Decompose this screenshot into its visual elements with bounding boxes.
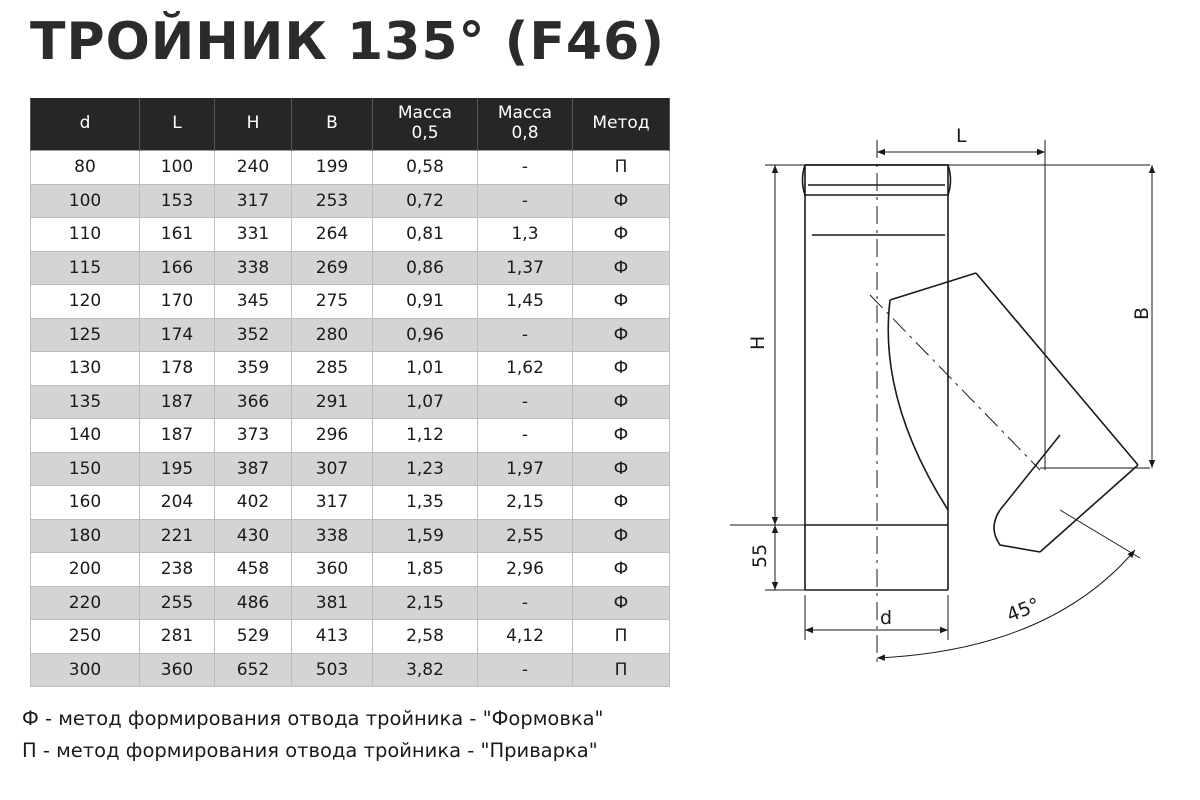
table-cell: П [573, 620, 670, 654]
table-cell: - [478, 151, 573, 185]
table-cell: 255 [140, 586, 215, 620]
table-cell: 366 [215, 385, 292, 419]
table-cell: 150 [31, 452, 140, 486]
page-title: ТРОЙНИК 135° (F46) [30, 12, 666, 72]
table-cell: 269 [292, 251, 373, 285]
table-cell: 110 [31, 218, 140, 252]
table-cell: 360 [140, 653, 215, 687]
table-cell: 80 [31, 151, 140, 185]
dim-label-55: 55 [749, 543, 771, 568]
center-lines [870, 140, 1040, 662]
table-cell: 200 [31, 553, 140, 587]
table-cell: 220 [31, 586, 140, 620]
table-cell: Ф [573, 352, 670, 386]
table-cell: 1,97 [478, 452, 573, 486]
table-cell: Ф [573, 452, 670, 486]
table-cell: 317 [292, 486, 373, 520]
table-cell: 187 [140, 419, 215, 453]
table-cell: 345 [215, 285, 292, 319]
table-cell: 1,23 [373, 452, 478, 486]
table-cell: 373 [215, 419, 292, 453]
table-cell: 402 [215, 486, 292, 520]
table-cell: 204 [140, 486, 215, 520]
table-row [31, 586, 670, 620]
table-cell: 0,81 [373, 218, 478, 252]
table-cell: 1,37 [478, 251, 573, 285]
dimension-lines [730, 140, 1152, 658]
table-row [31, 553, 670, 587]
table-cell: 115 [31, 251, 140, 285]
table-cell: Ф [573, 586, 670, 620]
table-cell: 1,59 [373, 519, 478, 553]
table-cell: 195 [140, 452, 215, 486]
table-cell: 317 [215, 184, 292, 218]
table-row [31, 419, 670, 453]
table-cell: 307 [292, 452, 373, 486]
header-mass-08-line1: Масса [497, 103, 553, 124]
table-cell: 352 [215, 318, 292, 352]
table-row [31, 385, 670, 419]
header-mass-05 [373, 98, 478, 151]
table-cell: 161 [140, 218, 215, 252]
table-cell: 1,12 [373, 419, 478, 453]
table-cell: 0,58 [373, 151, 478, 185]
header-H: H [215, 98, 292, 151]
table-cell: 331 [215, 218, 292, 252]
table-cell: 387 [215, 452, 292, 486]
table-cell: 160 [31, 486, 140, 520]
table-cell: - [478, 184, 573, 218]
table-cell: 1,45 [478, 285, 573, 319]
table-row [31, 519, 670, 553]
table-cell: - [478, 653, 573, 687]
header-d: d [31, 98, 140, 151]
table-cell: 3,82 [373, 653, 478, 687]
table-cell: - [478, 586, 573, 620]
table-cell: 140 [31, 419, 140, 453]
table-cell: 281 [140, 620, 215, 654]
table-cell: 199 [292, 151, 373, 185]
table-cell: 2,55 [478, 519, 573, 553]
table-cell: 359 [215, 352, 292, 386]
table-cell: 0,72 [373, 184, 478, 218]
table-cell: Ф [573, 385, 670, 419]
header-mass-05-line2: 0,5 [411, 123, 439, 143]
table-cell: 238 [140, 553, 215, 587]
table-cell: - [478, 385, 573, 419]
table-cell: Ф [573, 519, 670, 553]
table-cell: 125 [31, 318, 140, 352]
table-cell: 100 [31, 184, 140, 218]
table-row [31, 318, 670, 352]
table-cell: 130 [31, 352, 140, 386]
table-cell: 180 [31, 519, 140, 553]
table-cell: 503 [292, 653, 373, 687]
table-row [31, 452, 670, 486]
table-cell: П [573, 653, 670, 687]
dim-label-H: H [747, 335, 769, 350]
table-cell: 296 [292, 419, 373, 453]
table-cell: 170 [140, 285, 215, 319]
header-mass-05-line1: Масса [397, 103, 453, 124]
legend [22, 703, 604, 767]
table-cell: 240 [215, 151, 292, 185]
tee-drawing [720, 110, 1180, 680]
table-cell: 338 [215, 251, 292, 285]
table-cell: П [573, 151, 670, 185]
legend-welding: П - метод формирования отвода тройника - "Приварка" [22, 739, 598, 762]
dim-label-angle: 45° [1003, 593, 1044, 627]
table-cell: Ф [573, 218, 670, 252]
table-cell: 1,62 [478, 352, 573, 386]
table-row [31, 486, 670, 520]
table-cell: 529 [215, 620, 292, 654]
table-cell: 652 [215, 653, 292, 687]
table-cell: Ф [573, 486, 670, 520]
table-cell: 2,96 [478, 553, 573, 587]
table-body [31, 151, 670, 687]
table-cell: 2,58 [373, 620, 478, 654]
header-method: Метод [573, 98, 670, 151]
table-cell: 1,07 [373, 385, 478, 419]
table-cell: 1,35 [373, 486, 478, 520]
table-cell: Ф [573, 251, 670, 285]
table-cell: 221 [140, 519, 215, 553]
table-cell: 253 [292, 184, 373, 218]
table-cell: - [478, 419, 573, 453]
table-cell: 338 [292, 519, 373, 553]
table-cell: 153 [140, 184, 215, 218]
table-cell: - [478, 318, 573, 352]
table-cell: 1,85 [373, 553, 478, 587]
table-cell: 174 [140, 318, 215, 352]
table-cell: 360 [292, 553, 373, 587]
table-header-row [31, 98, 670, 151]
table-cell: 100 [140, 151, 215, 185]
header-L: L [140, 98, 215, 151]
table-row [31, 151, 670, 185]
table-row [31, 352, 670, 386]
table-cell: 264 [292, 218, 373, 252]
table-row [31, 653, 670, 687]
table-cell: 1,3 [478, 218, 573, 252]
table-cell: 178 [140, 352, 215, 386]
table-row [31, 251, 670, 285]
table-cell: 285 [292, 352, 373, 386]
table-cell: 280 [292, 318, 373, 352]
spec-table [30, 98, 670, 687]
table-cell: 430 [215, 519, 292, 553]
table-cell: 166 [140, 251, 215, 285]
table-cell: 0,86 [373, 251, 478, 285]
table-cell: 300 [31, 653, 140, 687]
legend-forming: Ф - метод формирования отвода тройника - "Формовка" [22, 707, 604, 730]
table-cell: 413 [292, 620, 373, 654]
table-cell: 4,12 [478, 620, 573, 654]
table-cell: Ф [573, 285, 670, 319]
table-cell: Ф [573, 553, 670, 587]
table-cell: 2,15 [373, 586, 478, 620]
table-row [31, 620, 670, 654]
table-cell: 135 [31, 385, 140, 419]
table-cell: 0,96 [373, 318, 478, 352]
table-cell: 458 [215, 553, 292, 587]
table-cell: 486 [215, 586, 292, 620]
table-cell: 187 [140, 385, 215, 419]
table-cell: 275 [292, 285, 373, 319]
table-cell: Ф [573, 184, 670, 218]
table-cell: 381 [292, 586, 373, 620]
header-B: B [292, 98, 373, 151]
table-cell: 1,01 [373, 352, 478, 386]
header-mass-08 [478, 98, 573, 151]
table-cell: Ф [573, 318, 670, 352]
dim-label-L: L [956, 125, 967, 147]
header-mass-08-line2: 0,8 [511, 123, 539, 143]
table-row [31, 184, 670, 218]
table-cell: 0,91 [373, 285, 478, 319]
dim-label-B: B [1131, 306, 1153, 320]
table-cell: 291 [292, 385, 373, 419]
table-row [31, 218, 670, 252]
table-cell: 2,15 [478, 486, 573, 520]
table-row [31, 285, 670, 319]
dim-label-d: d [880, 607, 893, 629]
table-cell: 250 [31, 620, 140, 654]
table-cell: 120 [31, 285, 140, 319]
table-cell: Ф [573, 419, 670, 453]
